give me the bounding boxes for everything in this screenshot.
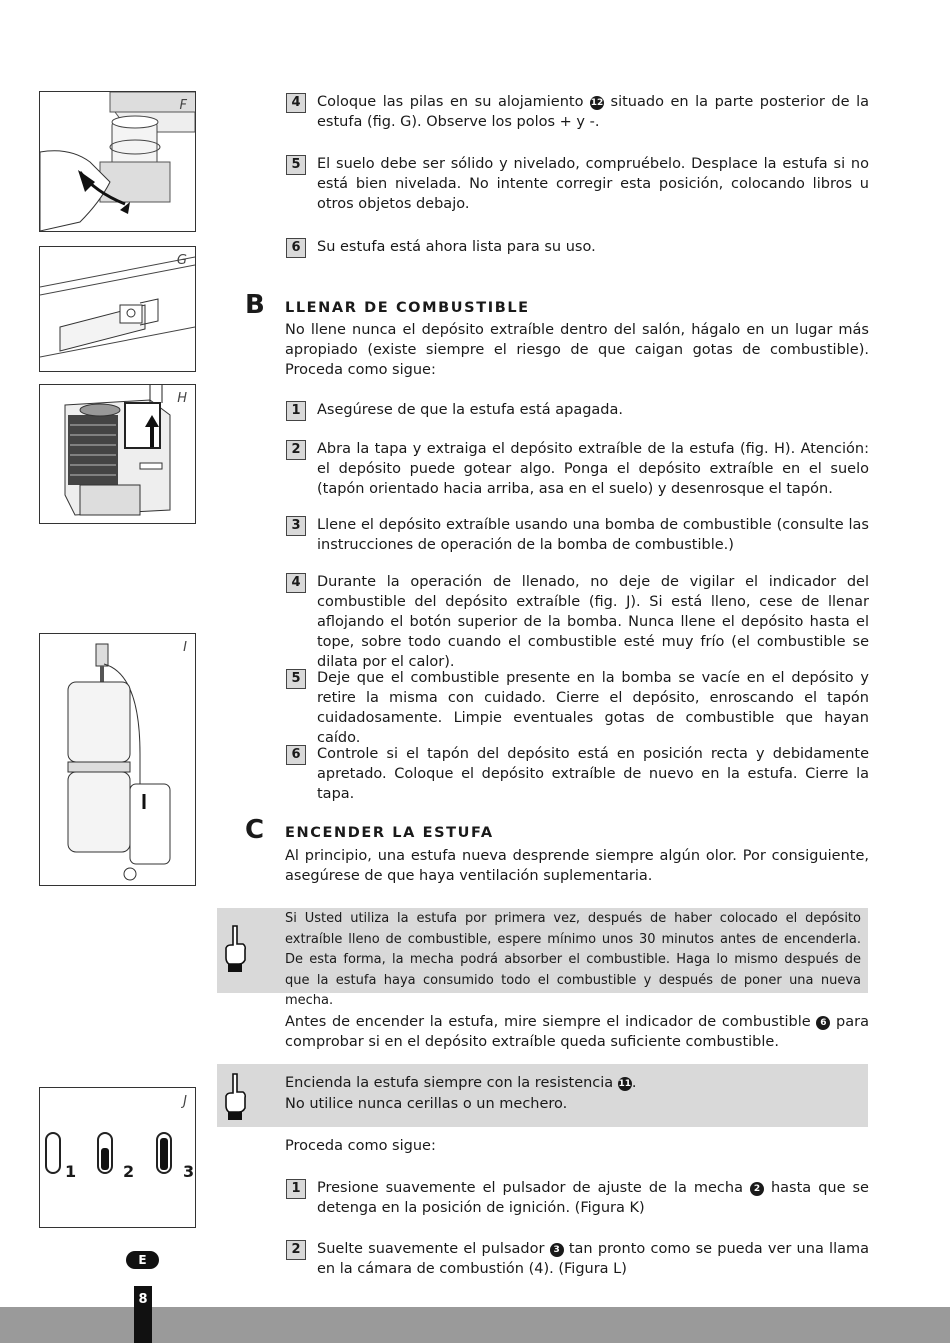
step-number: 2 [286,440,306,460]
figure-h-label: H [177,391,187,406]
proceed-text: Proceda como sigue: [285,1138,436,1154]
pointing-hand-icon [221,924,249,974]
section-c-title: ENCENDER LA ESTUFA [285,825,494,841]
step-number: 5 [286,155,306,175]
language-badge: E [126,1251,159,1269]
step-text: Presione suavemente el pulsador de ajuste de la mecha 2 hasta que se detenga en la posición de ignición. (Figura K) [317,1180,869,1216]
section-c-letter: C [245,815,265,845]
callout-badge: 3 [550,1243,564,1257]
figure-j [39,1087,196,1228]
fuel-indicator-paragraph: Antes de encender la estufa, mire siempre el indicador de combustible 6 para comprobar si en el depósito extraíble queda suficiente combustible. [285,1014,869,1050]
note-ignition [217,1064,868,1127]
step-number: 4 [286,573,306,593]
figure-i-label: I [183,640,187,655]
section-b-title: LLENAR DE COMBUSTIBLE [285,300,530,316]
step-number: 5 [286,669,306,689]
step-text: Suelte suavemente el pulsador 3 tan pronto como se pueda ver una llama en la cámara de combustión (4). (Figura L) [317,1241,869,1277]
step-number: 1 [286,1179,306,1199]
step-text: Su estufa está ahora lista para su uso. [317,239,596,255]
figure-g-label: G [176,253,187,268]
figure-j-mark-2: 2 [123,1162,135,1181]
note-first-use [217,908,868,1008]
step-number: 1 [286,401,306,421]
step-number: 2 [286,1240,306,1260]
figure-f-illustration [40,92,195,231]
note-ignition-text: Encienda la estufa siempre con la resistencia 11. No utilice nunca cerillas o un mechero. [285,1075,637,1112]
page-number: 8 [134,1286,152,1343]
step-text: Controle si el tapón del depósito está en posición recta y debidamente apretado. Coloque el depósito extraíble de nuevo en la estufa. Cierre la tapa. [317,746,869,802]
step-number: 6 [286,238,306,258]
step-number: 6 [286,745,306,765]
callout-badge: 12 [590,98,604,108]
section-c-intro: Al principio, una estufa nueva desprende siempre algún olor. Por consiguiente, asegúrese de que haya ventilación suplementaria. [285,848,869,884]
section-b-letter: B [245,290,265,320]
step-number: 3 [286,516,306,536]
figure-h [39,384,196,524]
figure-i [39,633,196,886]
pointing-hand-icon [221,1072,249,1122]
step-text: Deje que el combustible presente en la bomba se vacíe en el depósito y retire la misma con cuidado. Cierre el depósito, enroscando el tapón cuidadosamente. Limpie eventuales gotas de combustible que hayan caído. [317,670,869,746]
step-text: Coloque las pilas en su alojamiento 12 situado en la parte posterior de la estufa (fig. G). Observe los polos + y -. [317,94,869,130]
callout-badge: 11 [618,1079,632,1089]
step-text: El suelo debe ser sólido y nivelado, compruébelo. Desplace la estufa si no está bien nivelada. No intente corregir esta posición, colocando libros u otros objetos debajo. [317,156,869,212]
figure-j-mark-1: 1 [65,1162,77,1181]
figure-g [39,246,196,372]
section-b-intro: No llene nunca el depósito extraíble dentro del salón, hágalo en un lugar más apropiado (existe siempre el riesgo de que caigan gotas de combustible). Proceda como sigue: [285,322,869,378]
figure-f-label: F [179,98,187,113]
figure-f [39,91,196,232]
step-text: Llene el depósito extraíble usando una bomba de combustible (consulte las instrucciones de operación de la bomba de combustible.) [317,517,869,553]
step-text: Abra la tapa y extraiga el depósito extraíble de la estufa (fig. H). Atención: el depósito puede gotear algo. Ponga el depósito extraíble en el suelo (tapón orientado hacia arriba, asa en el suelo) y desenrosque el tapón. [317,441,869,497]
figure-j-mark-3: 3 [183,1162,195,1181]
callout-badge: 2 [750,1182,764,1196]
step-number: 4 [286,93,306,113]
figure-h-illustration [40,385,195,523]
callout-badge: 6 [816,1016,830,1030]
step-text: Durante la operación de llenado, no deje de vigilar el indicador del combustible del depósito extraíble (fig. J). Si está lleno, cese de llenar aflojando el botón superior de la bomba. Nunca llene el depósito hasta el tope, sobre todo cuando el combustible esté muy frío (el combustible se dilata por el calor). [317,574,869,670]
figure-i-illustration [40,634,195,885]
note-first-use-text: Si Usted utiliza la estufa por primera vez, después de haber colocado el depósito extraíble lleno de combustible, espere mínimo unos 30 minutos antes de encenderla. De esta forma, la mecha podrá absorber el combustible. Haga lo mismo después de que la estufa haya consumido todo el combustible y después de poner una nueva mecha. [285,911,861,1008]
figure-j-illustration [40,1088,195,1227]
figure-j-label: J [183,1094,187,1109]
step-text: Asegúrese de que la estufa está apagada. [317,402,623,418]
figure-g-illustration [40,247,195,371]
